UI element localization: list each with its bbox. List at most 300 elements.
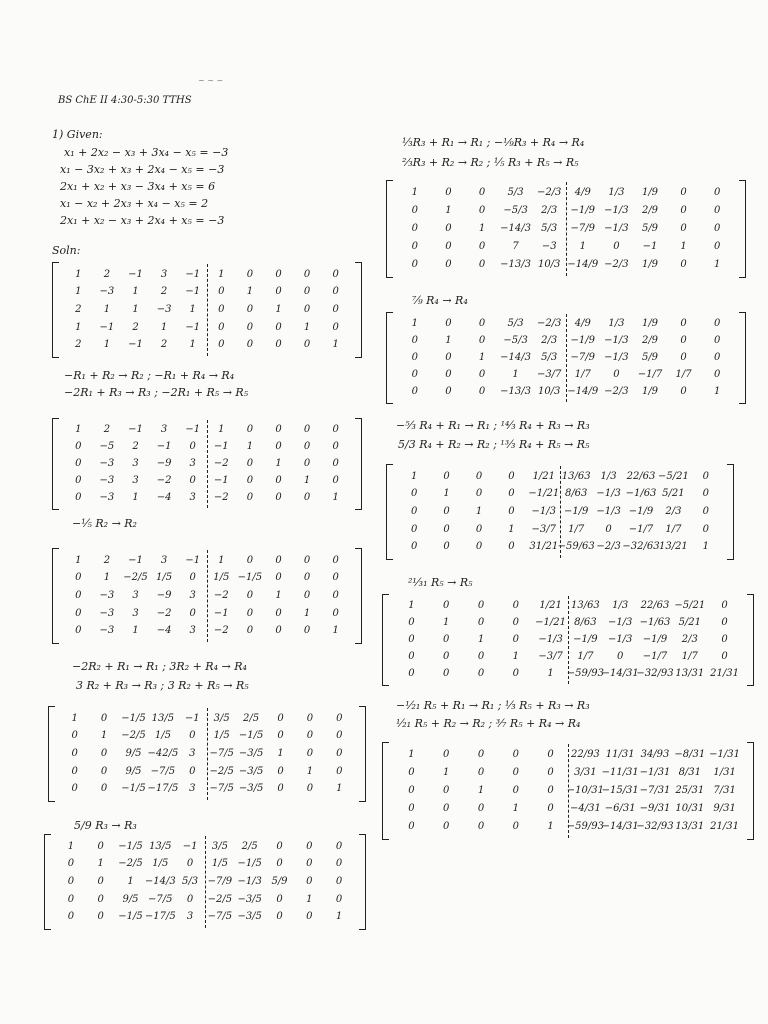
- matrix-entry: −5/21: [657, 470, 689, 482]
- matrix-entry: −1/3: [531, 506, 557, 517]
- matrix-entry: −1/21: [528, 488, 560, 500]
- matrix-entry: 0: [445, 368, 452, 380]
- matrix-entry: −1/63: [639, 617, 671, 629]
- matrix-entry: 1/31: [713, 767, 736, 778]
- matrix-entry: −1/9: [563, 506, 589, 517]
- matrix-entry: 0: [512, 821, 519, 832]
- matrix-entry: 0: [445, 318, 452, 330]
- matrix-entry: 0: [475, 541, 483, 553]
- matrix-entry: 3/5: [211, 840, 228, 852]
- matrix-entry: 0: [475, 470, 483, 482]
- matrix-entry: 2: [160, 339, 168, 351]
- matrix-entry: 0: [97, 876, 104, 887]
- matrix-entry: 1: [332, 339, 339, 351]
- matrix-entry: 0: [445, 259, 452, 270]
- matrix-entry: 0: [246, 304, 254, 315]
- matrix-entry: 0: [475, 488, 483, 500]
- matrix-entry: −1/9: [628, 506, 654, 517]
- left-bracket: [386, 464, 393, 560]
- matrix-entry: 5/3: [182, 876, 199, 887]
- matrix-entry: 2: [75, 304, 82, 315]
- matrix-entry: 0: [721, 650, 728, 662]
- matrix-entry: 0: [75, 458, 82, 469]
- matrix-entry: 5/21: [662, 488, 685, 500]
- matrix-entry: −1/5: [121, 712, 146, 724]
- matrix-entry: 1/5: [213, 730, 230, 742]
- matrix-entry: 1/3: [600, 470, 617, 482]
- matrix-entry: 0: [218, 321, 225, 333]
- matrix-entry: −3: [99, 625, 115, 637]
- matrix-entry: 1: [408, 600, 415, 612]
- matrix-entry: −2: [156, 607, 172, 619]
- matrix-entry: 0: [332, 554, 339, 566]
- matrix-entry: 0: [67, 858, 75, 870]
- left-bracket: [386, 180, 393, 278]
- matrix-entry: 0: [408, 767, 415, 778]
- matrix-entry: 0: [445, 187, 452, 198]
- matrix-entry: 0: [680, 385, 687, 397]
- matrix-entry: 0: [275, 474, 282, 486]
- matrix-entry: −3: [99, 458, 115, 469]
- matrix-entry: 1: [132, 286, 139, 298]
- matrix-entry: 1: [443, 488, 450, 500]
- matrix-entry: −1/5: [238, 730, 264, 742]
- matrix-entry: 0: [512, 634, 519, 645]
- matrix-entry: −3: [541, 241, 557, 252]
- row-op-1a: −R₁ + R₂ → R₂ ; −R₁ + R₄ → R₄: [64, 369, 235, 382]
- matrix-entry: 1: [103, 304, 111, 315]
- matrix-entry: −1/3: [604, 205, 629, 216]
- matrix-entry: 0: [275, 625, 282, 637]
- matrix-entry: 0: [277, 765, 284, 777]
- matrix-entry: 0: [336, 765, 343, 777]
- matrix-entry: 22/93: [570, 749, 600, 760]
- matrix-entry: 0: [275, 572, 282, 584]
- left-bracket: [52, 262, 59, 358]
- matrix-entry: 0: [408, 667, 415, 679]
- matrix-entry: 1: [132, 625, 139, 637]
- matrix-entry: 0: [218, 286, 225, 298]
- matrix-entry: 0: [411, 368, 418, 380]
- matrix-entry: 13/63: [561, 470, 591, 482]
- matrix-entry: 0: [508, 470, 515, 482]
- matrix-entry: −1: [213, 607, 229, 619]
- matrix-entry: −1: [185, 424, 201, 436]
- matrix-entry: 0: [71, 765, 78, 777]
- matrix-entry: 0: [680, 318, 687, 330]
- matrix-entry: 3: [189, 491, 196, 503]
- augment-divider: [207, 708, 208, 800]
- matrix-entry: −1: [182, 840, 198, 852]
- matrix-entry: 0: [721, 600, 728, 612]
- row-op-3b: 3 R₂ + R₃ → R₃ ; 3 R₂ + R₅ → R₅: [76, 679, 249, 692]
- matrix-entry: 9/5: [125, 765, 142, 777]
- matrix-entry: 1: [75, 424, 82, 436]
- matrix-entry: −2/5: [121, 730, 146, 742]
- matrix-entry: 0: [613, 368, 620, 380]
- matrix-entry: 1: [306, 765, 314, 777]
- matrix-entry: 0: [303, 441, 311, 453]
- matrix-entry: 0: [332, 321, 339, 333]
- left-bracket: [52, 548, 59, 644]
- matrix-entry: 1: [443, 767, 450, 778]
- matrix-entry: 1/9: [641, 385, 659, 397]
- matrix-entry: 11/31: [605, 749, 635, 760]
- matrix-entry: −4: [156, 491, 172, 503]
- matrix-entry: 0: [445, 223, 452, 234]
- matrix-entry: 5/21: [678, 617, 702, 629]
- matrix-entry: 0: [680, 223, 687, 234]
- matrix-entry: 0: [411, 241, 418, 252]
- matrix-entry: −3/5: [238, 748, 264, 759]
- matrix-entry: 0: [332, 424, 339, 436]
- matrix-entry: 0: [335, 840, 343, 852]
- matrix-entry: 0: [246, 424, 254, 436]
- matrix-entry: 0: [75, 590, 82, 601]
- matrix-entry: 0: [714, 241, 721, 252]
- matrix-entry: −1: [213, 474, 229, 486]
- matrix-entry: 0: [714, 187, 721, 198]
- equation-4: x₁ − x₂ + 2x₃ + x₄ − x₅ = 2: [60, 197, 209, 210]
- matrix-entry: 1: [443, 617, 450, 629]
- matrix-entry: 0: [680, 205, 687, 216]
- matrix-entry: 1: [547, 667, 554, 679]
- matrix-entry: 0: [411, 488, 418, 500]
- matrix-initial: [52, 262, 362, 358]
- matrix-entry: 0: [443, 634, 450, 645]
- matrix-entry: 0: [714, 318, 721, 330]
- matrix-entry: 0: [445, 241, 452, 252]
- matrix-entry: −1/9: [570, 335, 596, 347]
- matrix-entry: 0: [306, 783, 314, 795]
- matrix-entry: 0: [336, 748, 343, 759]
- matrix-entry: −42/5: [147, 748, 179, 759]
- matrix-entry: −1/9: [573, 634, 598, 645]
- matrix-entry: 0: [721, 617, 728, 629]
- matrix-entry: 0: [75, 441, 82, 453]
- matrix-entry: 1: [477, 634, 485, 645]
- matrix-entry: −1/5: [237, 858, 262, 870]
- matrix-entry: 9/31: [713, 803, 736, 814]
- matrix-entry: 3: [160, 268, 168, 280]
- matrix-entry: 0: [97, 893, 104, 905]
- matrix-entry: 0: [275, 424, 282, 436]
- matrix-entry: −3: [99, 474, 115, 486]
- matrix-entry: 0: [478, 187, 486, 198]
- matrix-entry: 0: [512, 749, 519, 760]
- matrix-entry: 0: [443, 506, 450, 517]
- matrix-entry: 3: [132, 474, 139, 486]
- matrix-entry: 13/63: [570, 600, 600, 612]
- matrix-entry: 0: [408, 785, 415, 796]
- matrix-entry: 8/31: [678, 767, 702, 778]
- matrix-entry: 1/7: [675, 368, 692, 380]
- matrix-entry: 1: [160, 321, 168, 333]
- matrix-entry: −2: [213, 458, 229, 469]
- row-op-7b: 5/3 R₄ + R₂ → R₂ ; ¹³⁄₃ R₄ + R₅ → R₅: [398, 438, 590, 451]
- equation-5: 2x₁ + x₂ − x₃ + 2x₄ + x₅ = −3: [60, 214, 225, 227]
- matrix-entry: 0: [478, 259, 486, 270]
- matrix-entry: 0: [67, 911, 75, 923]
- matrix-entry: 0: [512, 785, 519, 796]
- matrix-entry: 10/3: [537, 385, 561, 397]
- matrix-entry: −1: [185, 321, 201, 333]
- matrix-entry: 1: [547, 821, 554, 832]
- matrix-entry: 1/21: [539, 600, 562, 612]
- matrix-entry: 4/9: [574, 187, 591, 198]
- matrix-entry: 0: [512, 617, 519, 629]
- matrix-entry: 2/3: [541, 335, 558, 347]
- matrix-entry: −3/7: [531, 523, 557, 535]
- matrix-entry: 0: [478, 241, 486, 252]
- matrix-entry: 1: [75, 321, 82, 333]
- matrix-entry: −1: [99, 321, 115, 333]
- matrix-entry: 0: [508, 541, 515, 553]
- matrix-entry: 0: [71, 783, 78, 795]
- matrix-entry: 0: [478, 368, 486, 380]
- matrix-entry: 1/9: [641, 187, 659, 198]
- matrix-entry: 0: [508, 506, 515, 517]
- matrix-entry: 1: [512, 368, 519, 380]
- matrix-entry: −7/5: [209, 748, 234, 759]
- matrix-entry: −7/5: [209, 783, 234, 795]
- matrix-entry: −2/5: [118, 858, 143, 870]
- matrix-entry: 0: [332, 304, 339, 315]
- matrix-entry: 1: [478, 352, 486, 363]
- matrix-entry: −2/5: [209, 765, 234, 777]
- matrix-entry: 3: [132, 458, 139, 469]
- matrix-entry: −1/3: [607, 634, 633, 645]
- matrix-entry: −14/9: [567, 385, 599, 397]
- matrix-entry: −5: [99, 441, 115, 453]
- augment-divider: [205, 836, 206, 928]
- row-op-2: −⅕ R₂ → R₂: [72, 517, 137, 530]
- matrix-entry: −4: [156, 625, 172, 637]
- matrix-step-1: [52, 418, 362, 510]
- matrix-entry: 0: [246, 625, 254, 637]
- matrix-entry: 0: [71, 730, 78, 742]
- matrix-entry: −13/3: [500, 385, 532, 397]
- matrix-entry: 1: [512, 803, 519, 814]
- matrix-entry: 0: [186, 858, 194, 870]
- matrix-entry: 0: [332, 286, 339, 298]
- equation-1: x₁ + 2x₂ − x₃ + 3x₄ − x₅ = −3: [64, 146, 229, 159]
- row-op-3a: −2R₂ + R₁ → R₁ ; 3R₂ + R₄ → R₄: [72, 660, 247, 673]
- matrix-entry: 0: [445, 352, 452, 363]
- augment-divider: [207, 420, 208, 508]
- matrix-entry: 21/31: [710, 821, 740, 832]
- matrix-entry: 0: [702, 488, 709, 500]
- matrix-entry: 1: [303, 474, 311, 486]
- matrix-entry: 0: [443, 803, 450, 814]
- matrix-entry: 0: [547, 767, 554, 778]
- matrix-entry: −1/7: [628, 523, 654, 535]
- matrix-entry: 3: [132, 607, 139, 619]
- matrix-entry: −14/3: [144, 876, 176, 887]
- right-bracket: [355, 262, 362, 358]
- matrix-entry: 0: [332, 458, 339, 469]
- matrix-entry: 0: [100, 748, 108, 759]
- matrix-entry: −2: [213, 491, 229, 503]
- matrix-entry: 0: [443, 523, 450, 535]
- matrix-entry: −2/3: [596, 541, 621, 553]
- matrix-entry: 2: [103, 268, 111, 280]
- matrix-entry: 0: [75, 572, 82, 584]
- matrix-entry: 0: [336, 712, 343, 724]
- matrix-entry: 1/7: [568, 523, 585, 535]
- matrix-entry: −1/3: [596, 506, 621, 517]
- matrix-entry: 1: [218, 268, 225, 280]
- left-bracket: [48, 706, 55, 802]
- matrix-entry: 1: [100, 730, 108, 742]
- matrix-entry: −3/5: [237, 893, 262, 905]
- matrix-entry: −1/3: [538, 634, 563, 645]
- matrix-entry: 0: [189, 474, 196, 486]
- matrix-entry: 8/63: [574, 617, 597, 629]
- right-bracket: [747, 742, 754, 840]
- matrix-entry: 1/7: [665, 523, 682, 535]
- matrix-entry: −7/5: [150, 765, 176, 777]
- matrix-entry: 1: [71, 712, 78, 724]
- matrix-entry: 8/63: [564, 488, 588, 500]
- matrix-entry: 1/5: [156, 572, 173, 584]
- matrix-entry: 3: [189, 590, 196, 601]
- matrix-entry: −1: [642, 241, 658, 252]
- right-bracket: [355, 418, 362, 510]
- matrix-entry: 2: [103, 424, 111, 436]
- matrix-entry: −3: [99, 491, 115, 503]
- matrix-entry: 0: [408, 650, 415, 662]
- matrix-entry: −3/7: [536, 368, 562, 380]
- matrix-entry: 0: [680, 352, 687, 363]
- matrix-entry: −13/3: [500, 259, 532, 270]
- matrix-entry: 5/3: [541, 352, 558, 363]
- matrix-entry: 1: [275, 458, 282, 469]
- equation-2: x₁ − 3x₂ + x₃ + 2x₄ − x₅ = −3: [60, 163, 225, 176]
- matrix-entry: −8/31: [674, 749, 706, 760]
- matrix-entry: 0: [680, 335, 687, 347]
- matrix-entry: −1/5: [118, 840, 143, 852]
- row-op-9b: ¹⁄₂₁ R₅ + R₂ → R₂ ; ³⁄₇ R₅ + R₄ → R₄: [396, 717, 581, 730]
- matrix-entry: 1: [512, 650, 519, 662]
- matrix-entry: 3: [160, 424, 168, 436]
- matrix-entry: 1: [132, 304, 139, 315]
- matrix-entry: 7/31: [713, 785, 736, 796]
- matrix-entry: 0: [246, 268, 254, 280]
- matrix-entry: −3/7: [538, 650, 563, 662]
- matrix-entry: 0: [218, 304, 225, 315]
- matrix-entry: 0: [680, 259, 687, 270]
- matrix-entry: 0: [443, 470, 450, 482]
- matrix-entry: 0: [277, 730, 284, 742]
- matrix-entry: 3: [189, 458, 196, 469]
- matrix-entry: 1/5: [152, 858, 169, 870]
- matrix-entry: 0: [605, 523, 612, 535]
- matrix-entry: 0: [714, 205, 721, 216]
- matrix-step-2: [52, 548, 362, 644]
- matrix-entry: 0: [443, 821, 450, 832]
- matrix-entry: 0: [276, 840, 283, 852]
- matrix-entry: −1: [213, 441, 229, 453]
- matrix-entry: 0: [680, 187, 687, 198]
- matrix-entry: 0: [277, 783, 284, 795]
- matrix-entry: 1/9: [641, 259, 659, 270]
- matrix-entry: 0: [100, 712, 108, 724]
- matrix-entry: 0: [477, 667, 485, 679]
- matrix-entry: 1: [67, 840, 75, 852]
- matrix-entry: 0: [67, 876, 75, 887]
- matrix-entry: −1: [185, 286, 201, 298]
- matrix-entry: 0: [303, 458, 311, 469]
- matrix-entry: 2/9: [641, 205, 659, 216]
- matrix-entry: 1/3: [612, 600, 629, 612]
- matrix-entry: 5/3: [507, 187, 524, 198]
- matrix-entry: −59/63: [557, 541, 595, 553]
- matrix-entry: 3: [189, 748, 196, 759]
- matrix-entry: −2/3: [536, 318, 562, 330]
- matrix-entry: 0: [276, 911, 283, 923]
- matrix-entry: −10/31: [566, 785, 604, 796]
- matrix-entry: 1: [332, 625, 339, 637]
- matrix-entry: 0: [306, 748, 314, 759]
- matrix-entry: 0: [547, 749, 554, 760]
- right-bracket: [739, 180, 746, 278]
- matrix-entry: 0: [721, 634, 728, 645]
- matrix-entry: −14/3: [500, 352, 532, 363]
- matrix-entry: 1: [579, 241, 586, 252]
- matrix-entry: −7/5: [207, 911, 233, 923]
- matrix-entry: −6/31: [604, 803, 636, 814]
- matrix-entry: 0: [477, 767, 485, 778]
- matrix-entry: 1: [477, 785, 485, 796]
- matrix-entry: 1: [714, 385, 721, 397]
- matrix-entry: −5/3: [503, 205, 528, 216]
- matrix-entry: 0: [478, 205, 486, 216]
- matrix-entry: 0: [478, 385, 486, 397]
- matrix-entry: 0: [411, 385, 418, 397]
- matrix-entry: 0: [246, 321, 254, 333]
- matrix-entry: 3: [132, 590, 139, 601]
- matrix-entry: 3/31: [574, 767, 597, 778]
- matrix-entry: −2/3: [604, 385, 629, 397]
- matrix-entry: 0: [477, 749, 485, 760]
- matrix-entry: 1: [714, 259, 721, 270]
- matrix-entry: 1: [306, 893, 313, 905]
- matrix-entry: 1/5: [154, 730, 171, 742]
- matrix-entry: −2/5: [207, 893, 233, 905]
- matrix-entry: 9/5: [125, 748, 142, 759]
- matrix-entry: −1/3: [607, 617, 633, 629]
- matrix-entry: −1/5: [118, 911, 143, 923]
- matrix-entry: −15/31: [601, 785, 639, 796]
- matrix-entry: 2/3: [541, 205, 558, 216]
- matrix-entry: 0: [408, 617, 415, 629]
- matrix-entry: 2/3: [665, 506, 682, 517]
- matrix-entry: 0: [306, 730, 314, 742]
- matrix-entry: −17/5: [147, 783, 179, 795]
- matrix-entry: 0: [246, 590, 254, 601]
- matrix-entry: −1/3: [237, 876, 262, 887]
- matrix-entry: 0: [75, 625, 82, 637]
- matrix-entry: 0: [303, 268, 311, 280]
- matrix-entry: −2: [213, 590, 229, 601]
- matrix-entry: 0: [303, 625, 311, 637]
- matrix-entry: 0: [512, 600, 519, 612]
- left-bracket: [52, 418, 59, 510]
- matrix-entry: 0: [475, 523, 483, 535]
- matrix-entry: 0: [306, 911, 313, 923]
- row-op-7a: −⁵⁄₃ R₄ + R₁ → R₁ ; ¹⁴⁄₃ R₄ + R₃ → R₃: [396, 419, 590, 432]
